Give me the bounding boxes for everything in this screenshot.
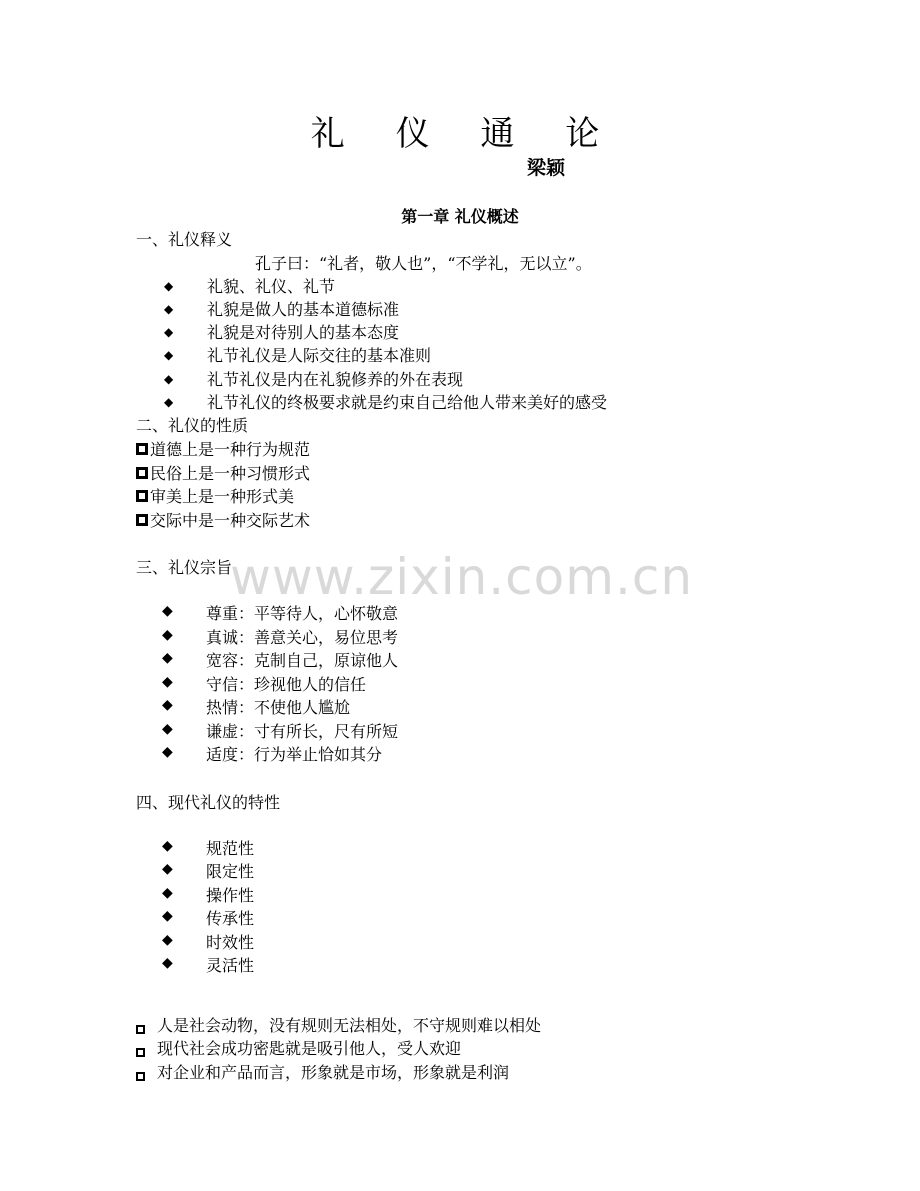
list-item-label: 审美上是一种形式美 [150,487,295,506]
list-item [136,484,294,507]
diamond-bullet-icon: ◆ [162,697,173,713]
diamond-bullet-icon: ◆ [162,603,173,619]
section-4-heading: 四、现代礼仪的特性 [136,793,281,812]
diamond-bullet-icon: ◆ [164,279,174,293]
list-item: 守信：珍视他人的信任 [206,675,367,694]
list-item: 操作性 [206,886,255,905]
diamond-bullet-icon: ◆ [164,302,174,316]
diamond-bullet-icon: ◆ [162,838,173,854]
list-item-label: 交际中是一种交际艺术 [150,511,311,530]
checkbox-bullet-icon [136,490,148,502]
checkbox-bullet-icon [136,443,148,455]
list-item: 礼节礼仪是人际交往的基本准则 [207,346,432,365]
list-item-label: 民俗上是一种习惯形式 [150,464,311,483]
list-item: 限定性 [206,862,255,881]
list-item: 礼貌是对待别人的基本态度 [207,323,400,342]
diamond-bullet-icon: ◆ [162,908,173,924]
document-title: 礼 仪 通 论 [310,114,620,154]
list-item: 尊重：平等待人，心怀敬意 [206,604,399,623]
diamond-bullet-icon: ◆ [164,348,174,362]
square-bullet-icon [136,1066,145,1085]
list-item: 谦虚：寸有所长，尺有所短 [206,722,399,741]
square-bullet-icon [136,1019,145,1038]
list-item [136,437,310,460]
list-item: 礼节礼仪是内在礼貌修养的外在表现 [207,370,464,389]
diamond-bullet-icon: ◆ [162,885,173,901]
list-item: 时效性 [206,933,255,952]
checkbox-bullet-icon [136,514,148,526]
diamond-bullet-icon: ◆ [162,674,173,690]
list-item: 传承性 [206,909,255,928]
list-item: 灵活性 [206,956,255,975]
list-item [136,461,310,484]
list-item: 礼貌是做人的基本道德标准 [207,300,400,319]
diamond-bullet-icon: ◆ [164,372,174,386]
watermark: www.zixin.com.cn [230,548,694,606]
diamond-bullet-icon: ◆ [162,627,173,643]
section-1-heading: 一、礼仪释义 [136,230,233,249]
list-item: 人是社会动物，没有规则无法相处，不守规则难以相处 [157,1016,542,1035]
list-item: 真诚：善意关心，易位思考 [206,628,399,647]
list-item: 礼节礼仪的终极要求就是约束自己给他人带来美好的感受 [207,393,608,412]
diamond-bullet-icon: ◆ [162,955,173,971]
diamond-bullet-icon: ◆ [164,395,174,409]
chapter-heading: 第一章 礼仪概述 [401,207,519,226]
list-item: 现代社会成功密匙就是吸引他人，受人欢迎 [157,1039,462,1058]
diamond-bullet-icon: ◆ [162,744,173,760]
list-item: 礼貌、礼仪、礼节 [207,277,336,296]
confucius-quote: 孔子曰：“礼者，敬人也”，“不学礼，无以立”。 [255,254,592,273]
diamond-bullet-icon: ◆ [162,650,173,666]
list-item [136,508,310,531]
author-name: 梁颖 [527,157,566,179]
diamond-bullet-icon: ◆ [164,325,174,339]
list-item-label: 道德上是一种行为规范 [150,440,311,459]
section-2-heading: 二、礼仪的性质 [136,416,249,435]
list-item: 规范性 [206,839,255,858]
diamond-bullet-icon: ◆ [162,932,173,948]
section-3-heading: 三、礼仪宗旨 [136,558,233,577]
list-item: 适度：行为举止恰如其分 [206,745,383,764]
checkbox-bullet-icon [136,467,148,479]
square-bullet-icon [136,1042,145,1061]
diamond-bullet-icon: ◆ [162,861,173,877]
diamond-bullet-icon: ◆ [162,721,173,737]
list-item: 热情：不使他人尴尬 [206,698,351,717]
list-item: 对企业和产品而言，形象就是市场，形象就是利润 [157,1063,510,1082]
list-item: 宽容：克制自己，原谅他人 [206,651,399,670]
